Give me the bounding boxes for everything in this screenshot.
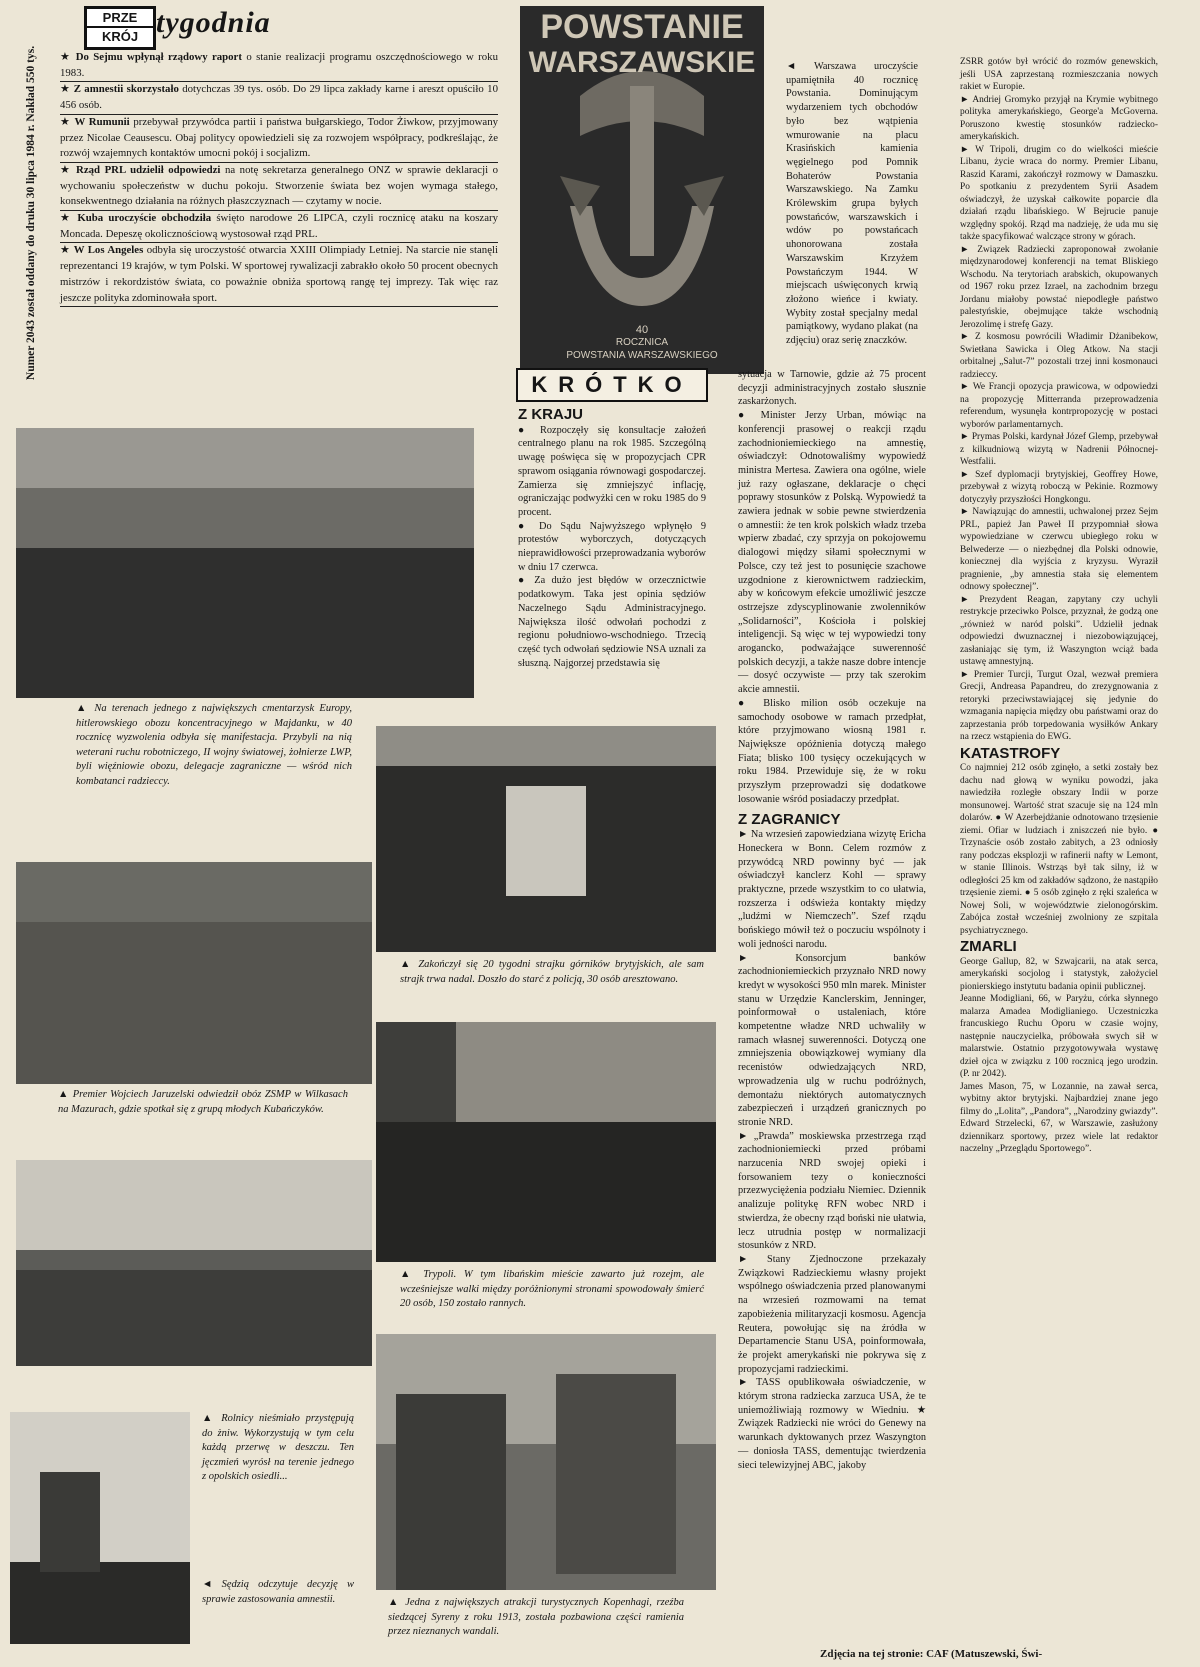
article: ► We Francji opozycja prawicowa, w odpowiedzi na propozycję Mitterranda przeprowadzenia referendum, wysunęła kontrpropozycję w postaci wyborów parlamentarnych. — [960, 382, 1158, 430]
jaruzelski-photo — [16, 862, 372, 1084]
news-lead: Kuba uroczyście obchodziła — [77, 212, 212, 225]
news-item: ★ W Los Angeles odbyła się uroczystość otwarcia XXIII Olimpiady Letniej. Na starcie nie stanęli reprezentanci 19 krajów, w tym Polski. W sportowej rywalizacji zabrakło około 50 procent obecnych mistrzów i rekordzistów świata, co poważnie obniża sportową rangę tej imprezy. Tak więc raz jeszcze polityka zdominowała sport. — [60, 243, 498, 307]
mermaid-caption: ▲ Jedna z największych atrakcji turystycznych Kopenhagi, rzeźba siedzącej Syreny z roku 1913, została pozbawiona części ramienia przez nieznanych wandali. — [388, 1597, 684, 1637]
news-lead: Z amnestii skorzystało — [73, 83, 179, 96]
harvest-photo — [16, 1160, 372, 1366]
article: ► Z kosmosu powrócili Władimir Dżanibekow, Swietłana Sawicka i Oleg Atkow. Na stacji orbitalnej „Salut-7” pozostali trzej inni kosmonauci radzieccy. — [960, 332, 1158, 380]
article: ● Blisko milion osób oczekuje na samochody osobowe w ramach przedpłat, które przyjmowano wiosną 1981 r. Największe opóźnienia dotyczą małego Fiata; blisko 100 tysięcy oczekujących w roku 1984. Przewiduje się, że w roku przyszłym przeprowadzi się dodatkowe losowanie wśród posiadaczy przedpłat. — [738, 697, 926, 805]
article: ► Na wrzesień zapowiedziana wizytę Ericha Honeckera w Bonn. Celem rozmów z przywódcą NRD powinny być — jak oświadczył kanclerz Kohl — sprawy praktyczne, przede wszystkim to co ułatwia, rozszerza i odświeża kontakty między „ludźmi w Niemczech”. Szef rządu bońskiego mówił też o poczuciu wspólnoty i woli jedności narodu. — [738, 829, 926, 950]
tripoli-photo — [376, 1022, 716, 1262]
news-item: ★ Z amnestii skorzystało dotychczas 39 tys. osób. Do 29 lipca zakłady karne i areszt opuściło 10 456 osób. — [60, 82, 498, 114]
majdanek-caption: ▲ Na terenach jednego z największych cmentarzysk Europy, hitlerowskiego obozu koncentracyjnego w Majdanku, w 40 rocznicę wyzwolenia odbyła się manifestacja. Przybyli na nią weterani ruchu robotniczego, II wojny światowej, żołnierze LWP, byli więźniowie obozu, delegacje zagraniczne — wśród nich kombatanci radzieccy. — [76, 703, 352, 787]
logo-line-2: KRÓJ — [101, 29, 139, 44]
issue-side-note — [14, 45, 48, 381]
tripoli-caption-text: Trypoli. W tym libańskim mieście zawarto już rozejm, ale wcześniejsze walki między poróżnionymi stronami spowodowały śmierć 20 osób, 150 zostało rannych. — [400, 1269, 704, 1309]
farmers-caption-text: Rolnicy nieśmiało przystępują do żniw. Wykorzystują w tym celu każdą przerwę w deszczu. Ten jęczmień wyrósł na terenie jednego z opolskich osiedli... — [202, 1413, 354, 1482]
tripoli-caption: ▲ Trypoli. W tym libańskim mieście zawarto już rozejm, ale wcześniejsze walki między poróżnionymi stronami spowodowały śmierć 20 osób, 150 zostało rannych. — [400, 1269, 704, 1309]
poster-number: 40 — [635, 324, 649, 336]
obituary: George Gallup, 82, w Szwajcarii, na atak serca, amerykański socjolog i statystyk, założyciel pionierskiego instytutu badania opinii publicznej. — [960, 956, 1158, 992]
article: sytuacja w Tarnowie, gdzie aż 75 procent decyzji administracyjnych zostało słusznie zaskarżonych. — [738, 369, 926, 408]
poster-title-2: WARSZAWSKIE — [528, 46, 756, 79]
article: ► TASS opublikowała oświadczenie, w którym strona radziecka zarzuca USA, że te uniemożliwiają rozmowy w Wiedniu. ★ Związek Radziecki nie wróci do Genewy na warunkach dyktowanych przez Waszyngton — doniosła TASS, dementując twierdzenia sieci telewizyjnej ABC, jakoby — [738, 1377, 926, 1471]
farmers-caption: ▲ Rolnicy nieśmiało przystępują do żniw. Wykorzystują w tym celu każdą przerwę w deszczu. Ten jęczmień wyrósł na terenie jednego z opolskich osiedli... — [202, 1413, 354, 1482]
poster-subtitle-2: POWSTANIA WARSZAWSKIEGO — [566, 350, 718, 361]
photo-credits: Zdjęcia na tej stronie: CAF (Matuszewski, Świ- — [820, 1648, 1043, 1660]
article: ► Prymas Polski, kardynał Józef Glemp, przebywał z kilkudniową wizytą w Nadrenii Północnej-Westfalii. — [960, 432, 1158, 467]
news-text: dotychczas 39 tys. osób. Do 29 lipca zakłady karne i areszt opuściło 10 456 osób. — [60, 83, 498, 112]
logo-line-1: PRZE — [87, 9, 153, 28]
article: ZSRR gotów był wrócić do rozmów genewskich, jeśli USA zaprzestaną rozmieszczania nowych rakiet w Europie. — [960, 57, 1158, 92]
section-zmarli: ZMARLI — [960, 938, 1017, 955]
mermaid-photo — [376, 1334, 716, 1590]
section-z-kraju: Z KRAJU — [518, 406, 584, 423]
krotko-header: KRÓTKO — [516, 368, 708, 402]
miners-strike-caption: ▲ Zakończył się 20 tygodni strajku górników brytyjskich, ale sam strajk trwa nadal. Doszło do starć z policją, 30 osób aresztowano. — [400, 959, 704, 985]
warsaw-uprising-note — [786, 60, 918, 348]
news-item: ★ Kuba uroczyście obchodziła święto narodowe 26 LIPCA, czyli rocznicę ataku na koszary Moncada. Depeszę okolicznościową wystosował rząd PRL. — [60, 211, 498, 243]
news-lead: W Rumunii — [74, 115, 130, 128]
top-news-list — [60, 50, 498, 307]
miners-strike-caption-text: Zakończył się 20 tygodni strajku górników brytyjskich, ale sam strajk trwa nadal. Doszło do starć z policją, 30 osób aresztowano. — [400, 959, 704, 985]
article: ► Nawiązując do amnestii, uchwalonej przez Sejm PRL, papież Jan Paweł II przypomniał słowa wypowiedziane w czerwcu ubiegłego roku w Belwederze — o niezbędnej dla Polski odnowie, koniecznej dla wyjścia z kryzysu. Wyraził pragnienie, „by amnestia stała się elementem odnowy społecznej”. — [960, 507, 1158, 592]
news-item: ★ Do Sejmu wpłynął rządowy raport o stanie realizacji programu oszczędnościowego w roku 1983. — [60, 50, 498, 82]
majdanek-photo — [16, 428, 474, 698]
jaruzelski-caption: ▲ Premier Wojciech Jaruzelski odwiedził obóz ZSMP w Wilkasach na Mazurach, gdzie spotkał się z grupą młodych Kubańczyków. — [58, 1089, 348, 1115]
article: ● Minister Jerzy Urban, mówiąc na konferencji prasowej o reakcji rządu zachodnioniemieckiego na amnestię, oświadczył: Odnotowaliśmy wypowiedź ministra Mertesa. Zawiera ona ogólne, wiele już razy ogłaszane, deklaracje o chęci poprawy stosunków z Polską. Wypowiedź ta zawiera jednak w sobie pewne stwierdzenia o amnestii: że ten krok polskich władz trzeba wpierw zbadać, czy sprzyja on pokojowemu dialogowi między siłami społecznymi w Polsce, czy też jest to posunięcie szachowe uzgodnione z kierownictwem radzieckim, aby w końcowym efekcie umożliwić jeszcze ostrzejsze zdyscyplinowanie zwolenników „Solidarności”, Kościoła i polskiej inteligencji. Są więc w tej wypowiedzi tony arogancko, podważające suwerenność polskich decyzji, a także nasze dobre intencje — dosyć oczywiste — przy tak szerokim akcie amnestii. — [738, 410, 926, 696]
article: Co najmniej 212 osób zginęło, a setki zostały bez dachu nad głową w wyniku powodzi, jaka nawiedziła rozległe obszary Indii w porze monsunowej. Wartość strat szacuje się na 124 mln dolarów. ● W Azerbejdżanie odnotowano trzęsienie ziemi. Ofiar w ludziach i zniszczeń nie było. ● Trzynaście osób zostało zabitych, a 23 odniosły rany podczas eksplozji w rafinerii nafty w Lemont, w stanie Illinois. Wstrząs był tak silny, iż w odległości 25 km od zakładów sądzono, że nastąpiło trzęsienie ziemi. ● 5 osób zginęło z ręki szaleńca w Nowej Soli, w województwie zielonogórskim. Zabójca został wcześniej zwolniony ze szpitala psychiatrycznego. — [960, 763, 1158, 936]
judge-photo — [10, 1412, 190, 1644]
section-z-zagranicy: Z ZAGRANICY — [738, 810, 841, 828]
article: ► Andriej Gromyko przyjął na Krymie wybitnego polityka amerykańskiego, George'a McGoverna. Poruszono kwestię stosunków radziecko-amerykańskich. — [960, 94, 1158, 142]
column-b — [738, 368, 926, 1472]
news-text: święto narodowe 26 LIPCA, czyli rocznicę ataku na koszary Moncada. Depeszę okolicznościową wystosował rząd PRL. — [60, 212, 498, 240]
miners-strike-photo — [376, 726, 716, 952]
masthead-logo — [84, 6, 156, 50]
poster-title-1: POWSTANIE — [540, 8, 744, 46]
article: ► Szef dyplomacji brytyjskiej, Geoffrey Howe, przebywał z wizytą roboczą w Pekinie. Rozmowy dotyczyły przyszłości Hongkongu. — [960, 469, 1158, 505]
column-z-kraju — [518, 404, 706, 670]
news-item: ★ W Rumunii przebywał przywódca partii i państwa bułgarskiego, Todor Żiwkow, przyjmowany przez Nicolae Ceausescu. Obaj politycy opowiedzieli się za rozwojem współpracy, podkreślając, że rozwój wzajemnych kontaktów umocni pokój i socjalizm. — [60, 115, 498, 163]
article: ► Konsorcjum banków zachodnioniemieckich przyznało NRD nowy kredyt w wysokości 950 mln marek. Minister stanu w Urzędzie Kanclerskim, Jenninger, poinformował o ustaleniach, które kompetentne władze NRD uchwaliły w ramach własnej suwerenności. Dotyczą one zmniejszenia obowiązkowej wymiany dla recenistów odwiedzających NRD, wprowadzenia ulg w ruchu podróżnych, demontażu niektórych automatycznych zabezpieczeń i urządzeń granicznych po stronie NRD. — [738, 952, 926, 1128]
article: ● Rozpoczęły się konsultacje założeń centralnego planu na rok 1985. Szczególną uwagę poświęca się w propozycjach CPR sprawom osiągania równowagi gospodarczej. Zamierza się zmniejszyć inflację, ograniczając podwyżki cen w roku 1985 do 9 procent. — [518, 424, 706, 518]
article: ► Prezydent Reagan, zapytany czy uchyli restrykcje przeciwko Polsce, przyznał, że godzą one „również w naród polski”. Udzielił jednak odpowiedzi dwuznacznej i niezobowiązującej, zasłaniając się tym, iż Waszyngton wciąż bada ustawę amnestyjną. — [960, 594, 1158, 667]
issue-side-note-text: Numer 2043 został oddany do druku 30 lipca 1984 r. Nakład 550 tys. — [25, 45, 37, 381]
article: ► „Prawda” moskiewska przestrzega rząd zachodnioniemiecki przed próbami narzucenia NRD swojej opieki i forsowaniem tezy o konieczności przezwyciężenia podziału Niemiec. Dziennik analizuje politykę RFN wobec NRD i stwierdza, że obecny rząd boński nie ułatwia, lecz utrudnia postęp w normalizacji stosunków z NRD. — [738, 1130, 926, 1252]
news-lead: Rząd PRL udzielił odpowiedzi — [76, 163, 221, 176]
mermaid-caption-text: Jedna z największych atrakcji turystycznych Kopenhagi, rzeźba siedzącej Syreny z roku 1913, została pozbawiona części ramienia przez nieznanych wandali. — [388, 1597, 684, 1637]
article: ◄ Warszawa uroczyście upamiętniła 40 rocznicę Powstania. Dominującym wydarzeniem tych obchodów było bez wątpienia wmurowanie na placu Krasińskich kamienia węgielnego pod Pomnik Bohaterów Powstania Warszawskiego. Na Zamku Królewskim grupa byłych powstańców, warszawskich i wdów po powstańcach uhonorowana została Warszawskim Krzyżem Powstańczym 1944. W miejscach uświęconych krwią złożono wieńce i kwiaty. Wybity został specjalny medal pamiątkowy, wydano plakat (na zdjęciu) oraz serię znaczków. — [786, 61, 918, 347]
obituary: Edward Strzelecki, 67, w Warszawie, zasłużony dziennikarz sportowy, przez wiele lat redaktor naczelny „Przeglądu Sportowego”. — [960, 1119, 1158, 1154]
news-item: ★ Rząd PRL udzielił odpowiedzi na notę sekretarza generalnego ONZ w sprawie deklaracji o wychowaniu społeczeństw w duchu pokoju. Stworzenie świata bez wojen wymaga stałego, konsekwentnego działania na różnych płaszczyznach — czytamy w nocie. — [60, 163, 498, 211]
news-text: o stanie realizacji programu oszczędnościowego w roku 1983. — [60, 51, 498, 79]
article: ► Premier Turcji, Turgut Ozal, wezwał premiera Grecji, Andreasa Papandreu, do zrezygnowania z retoryki przeciwstawiającej się jedynie do wzmagania napięcia między obu państwami oraz do zaprzestania prób torpedowania wysiłków Ankary na rzecz wstąpienia do EWG. — [960, 669, 1158, 742]
masthead-title: tygodnia — [156, 6, 271, 39]
majdanek-caption-text: Na terenach jednego z największych cmentarzysk Europy, hitlerowskiego obozu koncentracyjnego w Majdanku, w 40 rocznicę wyzwolenia odbyła się manifestacja. Przybyli na nią weterani ruchu robotniczego, II wojny światowej, żołnierze LWP, byli więźniowie obozu, delegacje zagraniczne — wśród nich kombatanci radzieccy. — [76, 703, 352, 787]
obituary: James Mason, 75, w Lozannie, na zawał serca, wybitny aktor brytyjski. Najbardziej znane jego filmy do „Lolita”, „Pandora”, „Narodziny gwiazdy”. — [960, 1081, 1158, 1117]
news-text: odbyła się uroczystość otwarcia XXIII Olimpiady Letniej. Na starcie nie stanęli reprezentanci 19 krajów, w tym Polski. W sportowej rywalizacji zabrakło około 50 procent obecnych mistrzów i rekordzistów świata, co poważnie obniża sportową rangę tej imprezy. Tak więc raz jeszcze polityka zdominowała sport. — [60, 244, 498, 304]
poster-subtitle-1: ROCZNICA — [615, 337, 669, 348]
uprising-poster — [520, 6, 764, 374]
judge-caption-text: Sędzią odczytuje decyzję w sprawie zastosowania amnestii. — [202, 1579, 354, 1605]
news-lead: W Los Angeles — [73, 244, 144, 257]
section-katastrofy: KATASTROFY — [960, 744, 1061, 762]
judge-caption: ◄ Sędzią odczytuje decyzję w sprawie zastosowania amnestii. — [202, 1579, 354, 1605]
obituary: Jeanne Modigliani, 66, w Paryżu, córka słynnego malarza Amadea Modiglianiego. Uczestniczka francuskiego Ruchu Oporu w czasie wojny, następnie nauczycielka, próbowała swych sił w malarstwie. Ostatnio przygotowywała wystawę dzieł ojca w związku z 100 rocznicą jego urodzin. (P. nr 2042). — [960, 994, 1158, 1079]
article: ► Związek Radziecki zaproponował zwołanie międzynarodowej konferencji na temat Bliskiego Wschodu. Na terytoriach arabskich, okupowanych od 1967 roku przez Izrael, na zachodnim brzegu Jordanu miałoby powstać niepodległe państwo palestyńskie, obejmujące także wschodnią Jerozolimę i strefę Gazy. — [960, 244, 1158, 330]
news-text: przebywał przywódca partii i państwa bułgarskiego, Todor Żiwkow, przyjmowany przez Nicolae Ceausescu. Obaj politycy opowiedzieli się za rozwojem współpracy, podkreślając, że rozwój wzajemnych kontaktów umocni pokój i socjalizm. — [60, 115, 499, 160]
column-c — [960, 56, 1158, 1156]
article: ● Za dużo jest błędów w orzecznictwie podatkowym. Taka jest opinia sędziów Naczelnego Sądu Administracyjnego. Największa ilość odwołań pochodzi z regionu południowo-wschodniego. Trzecią część tych odwołań sędziowie NSA uznali za słuszną. Najgorzej przedstawia się — [518, 575, 706, 669]
jaruzelski-caption-text: Premier Wojciech Jaruzelski odwiedził obóz ZSMP w Wilkasach na Mazurach, gdzie spotkał się z grupą młodych Kubańczyków. — [58, 1089, 348, 1115]
article: ► Stany Zjednoczone przekazały Związkowi Radzieckiemu własny projekt wspólnego oświadczenia przed planowanymi na wrzesień rozmowami na temat zapobieżenia militaryzacji kosmosu. Agencja Reutera, powołując się na źródła w Departamencie Stanu USA, poinformowała, że projekt amerykański nie pokrywa się z propozycjami radzieckimi. — [738, 1254, 926, 1375]
article: ► W Tripoli, drugim co do wielkości mieście Libanu, życie wraca do normy. Premier Libanu, Raszid Karami, zakończył rozmowy w Damaszku. Po spotkaniu z prezydentem Syrii Asadem oświadczył, że uzyskał całkowite poparcie dla działań rządu libańskiego. W Bejrucie panuje względny spokój. Rząd ma nadzieję, że uda mu się także spacyfikować walczące strony w górach. — [960, 144, 1158, 242]
article: ● Do Sądu Najwyższego wpłynęło 9 protestów wyborczych, dotyczących nieprawidłowości przeprowadzania wyborów w dniu 17 czerwca. — [518, 520, 706, 573]
news-text: na notę sekretarza generalnego ONZ w sprawie deklaracji o wychowaniu społeczeństw w duchu pokoju. Stworzenie świata bez wojen wymaga stałego, konsekwentnego działania na różnych płaszczyznach — czytamy w nocie. — [60, 163, 498, 208]
news-lead: Do Sejmu wpłynął rządowy raport — [75, 51, 242, 63]
